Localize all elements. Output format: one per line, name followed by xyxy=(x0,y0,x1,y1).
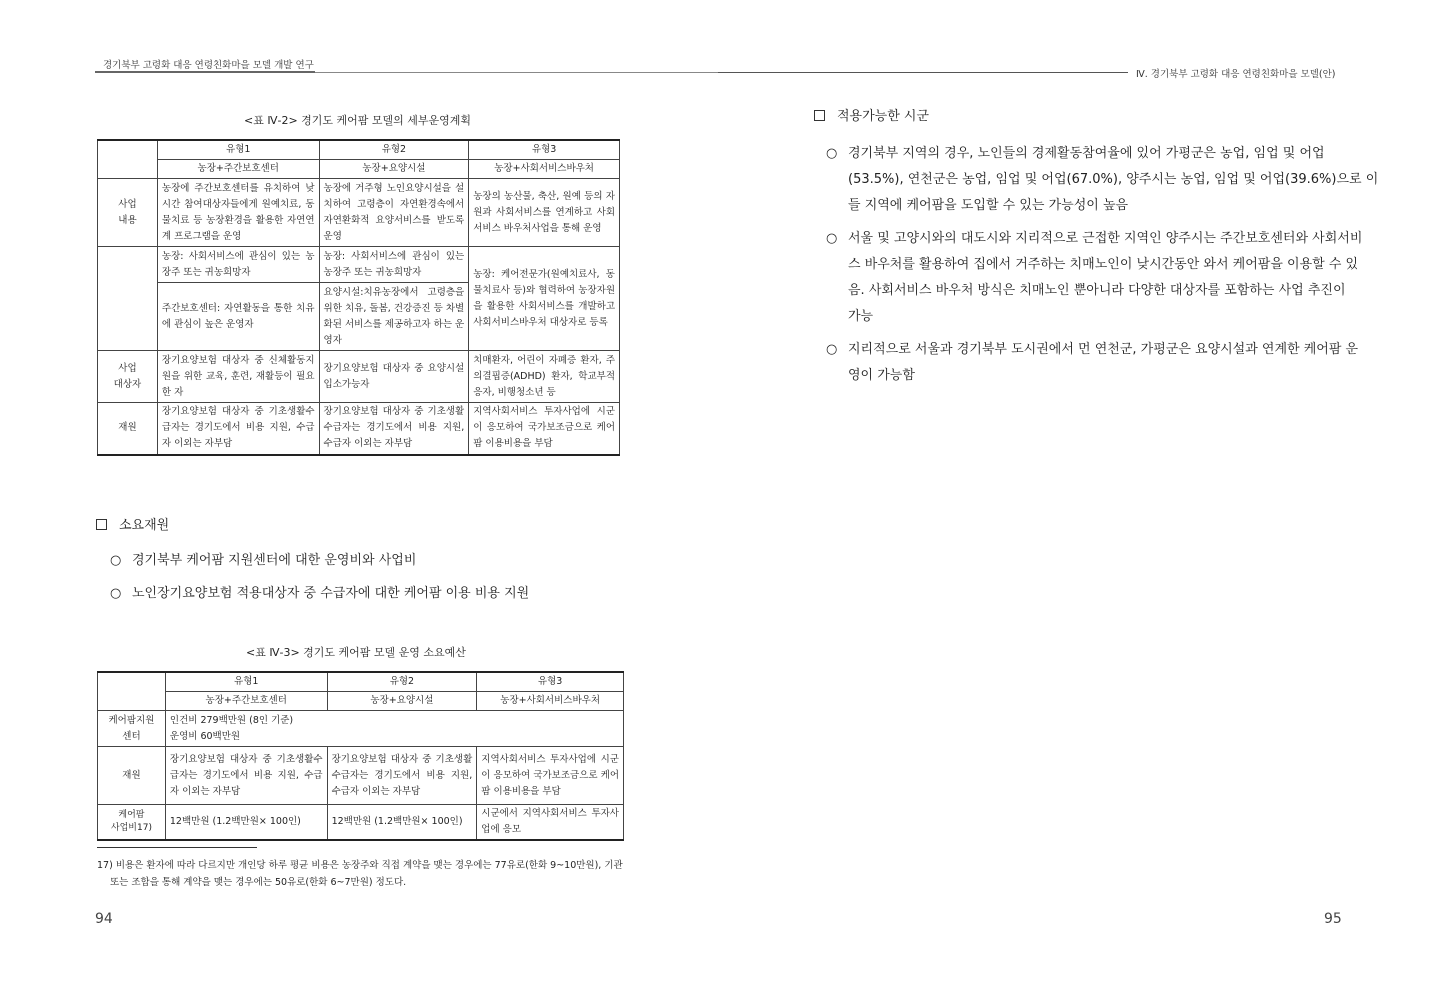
funding-bullet-2 xyxy=(110,581,670,607)
funding-bullet-2-text: 노인장기요양보험 적용대상자 중 수급자에 대한 케어팜 이용 비용 지원 xyxy=(132,586,530,601)
running-header-left: 경기북부 고령화 대응 연령친화마을 모델 개발 연구 xyxy=(103,60,314,71)
section-box-icon xyxy=(96,519,107,530)
table2-budget xyxy=(97,671,624,841)
applicable-bullet-2-line-1: 서울 및 고양시와의 대도시와 지리적으로 근접한 지역인 양주시는 주간보호센터와 사회서비 xyxy=(848,231,1363,246)
table1-fund-type3: 지역사회서비스 투자사업에 시군이 응모하여 국가보조금으로 케어팜 이용비용을 부담 xyxy=(469,403,620,455)
table2-cost-type1: 12백만원 (1.2백만원× 100인) xyxy=(165,805,327,841)
table2-subtype3: 농장+사회서비스바우처 xyxy=(477,692,624,711)
table2-center-cell xyxy=(165,711,623,747)
table2-subtype2: 농장+요양시설 xyxy=(327,692,477,711)
table1-fund-type1: 장기요양보험 대상자 중 기초생활수급자는 경기도에서 비용 지원, 수급자 이외는 자부담 xyxy=(157,403,319,455)
table1-operator-b-type2: 요양시설:치유농장에서 고령층을 위한 치유, 돌봄, 건강증진 등 차별화된 서비스를 제공하고자 하는 운영자 xyxy=(319,283,469,351)
header-rule-left-thick xyxy=(95,71,315,73)
applicable-bullet-3-line-1: 지리적으로 서울과 경기북부 도시권에서 먼 연천군, 가평군은 요양시설과 연계한 케어팜 운 xyxy=(848,342,1359,357)
table2-center-line-1: 인건비 279백만원 (8인 기준) xyxy=(169,714,294,726)
table1-row-label-operator xyxy=(98,247,158,351)
table2-row-label-fund: 재원 xyxy=(98,747,166,805)
table1-target-type1: 장기요양보험 대상자 중 신체활동지원을 위한 교육, 훈련, 재활등이 필요한 자 xyxy=(157,351,319,403)
running-header-right: Ⅳ. 경기북부 고령화 대응 연령친화마을 모델(안) xyxy=(1136,69,1336,80)
header-rule-left-thin xyxy=(315,72,718,73)
table1-operator-b-type1: 주간보호센터: 자연활동을 통한 치유에 관심이 높은 운영자 xyxy=(157,283,319,351)
table2-fund-type3: 지역사회서비스 투자사업에 시군이 응모하여 국가보조금으로 케어팜 이용비용을 부담 xyxy=(477,747,624,805)
table1-business-type1: 농장에 주간보호센터를 유치하여 낮 시간 참여대상자들에게 원예치료, 동물치료 등 농장환경을 활용한 자연연계 프로그램을 운영 xyxy=(157,179,319,247)
applicable-bullet-2-line-4: 가능 xyxy=(848,309,874,324)
table1-type2: 유형2 xyxy=(319,140,469,160)
circle-bullet-icon: ○ xyxy=(110,586,122,601)
table1-type1: 유형1 xyxy=(157,140,319,160)
section-funding xyxy=(96,514,169,533)
page-number-right: 95 xyxy=(1324,911,1342,927)
table2-row-label-center: 케어팜지원 센터 xyxy=(98,711,166,747)
section-applicable-cities xyxy=(814,105,929,124)
table2-type3: 유형3 xyxy=(477,672,624,692)
table1-fund-type2: 장기요양보험 대상자 중 기초생활수급자는 경기도에서 비용 지원, 수급자 이외는 자부담 xyxy=(319,403,469,455)
funding-bullet-1 xyxy=(110,548,670,574)
table1-operation-plan xyxy=(97,139,620,456)
table1-target-type3: 치매환자, 어린이 자폐증 환자, 주의결핍증(ADHD) 환자, 학교부적응자, 비행청소년 등 xyxy=(469,351,620,403)
table1-subtype3: 농장+사회서비스바우처 xyxy=(469,160,620,179)
table1-row-label-fund: 재원 xyxy=(98,403,158,455)
table1-subtype1: 농장+주간보호센터 xyxy=(157,160,319,179)
table2-corner xyxy=(98,672,166,711)
circle-bullet-icon: ○ xyxy=(110,553,122,568)
table2-caption: <표 Ⅳ-3> 경기도 케어팜 모델 운영 소요예산 xyxy=(246,646,466,659)
applicable-bullet-1-line-3: 들 지역에 케어팜을 도입할 수 있는 가능성이 높음 xyxy=(848,198,1129,213)
table1-row-label-target: 사업 대상자 xyxy=(98,351,158,403)
page-number-left: 94 xyxy=(95,911,113,927)
section-funding-title: 소요재원 xyxy=(119,518,170,533)
table1-operator-type3: 농장: 케어전문가(원예치료사, 동물치료사 등)와 협력하여 농장자원을 활용한 사회서비스를 개발하고 사회서비스바우처 대상자로 등록 xyxy=(469,247,620,351)
table1-caption: <표 Ⅳ-2> 경기도 케어팜 모델의 세부운영계획 xyxy=(244,114,472,127)
table2-fund-type1: 장기요양보험 대상자 중 기초생활수급자는 경기도에서 비용 지원, 수급자 이외는 자부담 xyxy=(165,747,327,805)
table1-operator-a-type1: 농장: 사회서비스에 관심이 있는 농장주 또는 귀농희망자 xyxy=(157,247,319,283)
applicable-bullet-1 xyxy=(826,141,1379,221)
applicable-bullet-2-line-3: 음. 사회서비스 바우처 방식은 치매노인 뿐아니라 다양한 대상자를 포함하는 사업 추진이 xyxy=(848,283,1346,298)
table1-business-type2: 농장에 거주형 노인요양시설을 설치하여 고령층이 자연환경속에서 자연환화적 요양서비스를 받도록 운영 xyxy=(319,179,469,247)
right-page xyxy=(718,0,1436,983)
table1-corner xyxy=(98,140,158,179)
applicable-bullet-3 xyxy=(826,337,1359,391)
footnote-rule xyxy=(97,847,257,848)
applicable-bullet-3-line-2: 영이 가능함 xyxy=(848,368,915,383)
funding-bullet-1-text: 경기북부 케어팜 지원센터에 대한 운영비와 사업비 xyxy=(132,553,417,568)
footnote-line-2: 또는 조합을 통해 계약을 맺는 경우에는 50유로(한화 6~7만원) 정도다. xyxy=(110,877,407,888)
table1-type3: 유형3 xyxy=(469,140,620,160)
applicable-bullet-2 xyxy=(826,226,1363,332)
applicable-bullet-1-line-1: 경기북부 지역의 경우, 노인들의 경제활동참여율에 있어 가평군은 농업, 임업 및 어업 xyxy=(848,146,1325,161)
table2-row-label-cost: 케어팜 사업비17) xyxy=(98,805,166,841)
section-box-icon xyxy=(814,110,825,121)
applicable-bullet-1-line-2: (53.5%), 연천군은 농업, 임업 및 어업(67.0%), 양주시는 농업, 임업 및 어업(39.6%)으로 이 xyxy=(848,172,1379,187)
section-applicable-title: 적용가능한 시군 xyxy=(837,109,930,124)
table1-operator-a-type2: 농장: 사회서비스에 관심이 있는 농장주 또는 귀농희망자 xyxy=(319,247,469,283)
table2-cost-type2: 12백만원 (1.2백만원× 100인) xyxy=(327,805,477,841)
table1-target-type2: 장기요양보험 대상자 중 요양시설 입소가능자 xyxy=(319,351,469,403)
footnote-line-1: 17) 비용은 환자에 따라 다르지만 개인당 하루 평균 비용은 농장주와 직접 계약을 맺는 경우에는 77유로(한화 9~10만원), 기관 xyxy=(97,860,623,871)
table1-row-label-business: 사업 내용 xyxy=(98,179,158,247)
table2-center-line-2: 운영비 60백만원 xyxy=(169,730,241,742)
table1-business-type3: 농장의 농산물, 축산, 원예 등의 자원과 사회서비스를 연계하고 사회서비스 바우처사업을 통해 운영 xyxy=(469,179,620,247)
table2-subtype1: 농장+주간보호센터 xyxy=(165,692,327,711)
circle-bullet-icon: ○ xyxy=(826,231,838,246)
table2-type1: 유형1 xyxy=(165,672,327,692)
table2-type2: 유형2 xyxy=(327,672,477,692)
table2-cost-type3: 시군에서 지역사회서비스 투자사업에 응모 xyxy=(477,805,624,841)
table1-subtype2: 농장+요양시설 xyxy=(319,160,469,179)
applicable-bullet-2-line-2: 스 바우처를 활용하여 집에서 거주하는 치매노인이 낮시간동안 와서 케어팜을 이용할 수 있 xyxy=(848,257,1359,272)
header-rule-right xyxy=(718,72,1128,73)
circle-bullet-icon: ○ xyxy=(826,342,838,357)
table2-fund-type2: 장기요양보험 대상자 중 기초생활수급자는 경기도에서 비용 지원, 수급자 이외는 자부담 xyxy=(327,747,477,805)
circle-bullet-icon: ○ xyxy=(826,146,838,161)
